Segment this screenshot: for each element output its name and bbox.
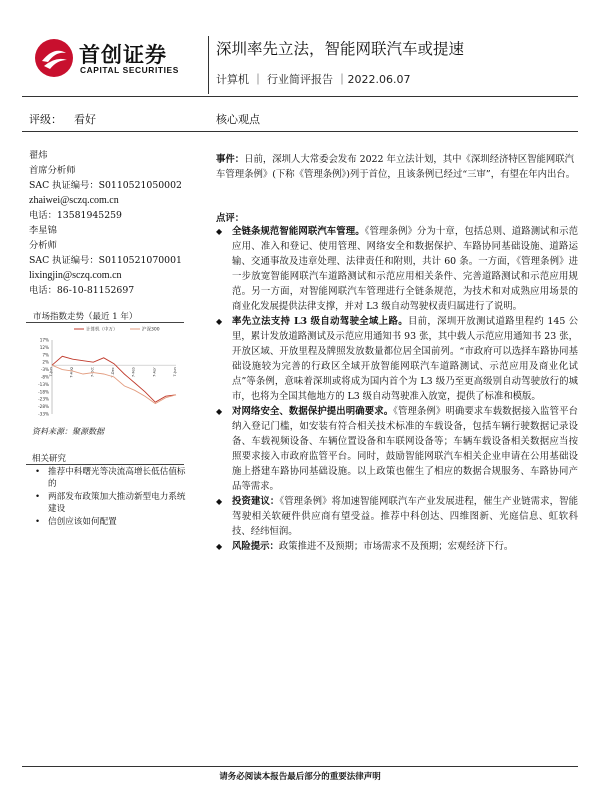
points-title: 点评： bbox=[216, 213, 245, 224]
point-item bbox=[216, 539, 578, 554]
point-lead: 对网络安全、数据保护提出明确要求。 bbox=[232, 406, 394, 417]
analyst-card bbox=[29, 148, 182, 223]
x-tick-label: 7-Dec bbox=[111, 367, 115, 378]
section-rule bbox=[22, 131, 578, 132]
footer-disclaimer: 请务必阅读本报告最后部分的重要法律声明 bbox=[219, 772, 381, 782]
brand-logo bbox=[34, 38, 204, 78]
analyst-role: 首席分析师 bbox=[29, 165, 76, 176]
y-tick-label: -33% bbox=[38, 411, 49, 417]
series-line bbox=[52, 356, 176, 402]
related-research-item[interactable]: • 信创应该如何配置 bbox=[34, 516, 194, 528]
chart-title: 市场指数走势（最近 1 年） bbox=[33, 312, 138, 322]
y-tick-label: 12% bbox=[39, 344, 49, 350]
y-tick-label: -8% bbox=[40, 374, 49, 380]
point-item bbox=[216, 314, 578, 404]
x-tick-label: 7-Apr bbox=[152, 367, 157, 377]
related-research-list bbox=[34, 466, 194, 529]
analyst-name: 翟炜 bbox=[29, 150, 48, 161]
legend-label: 沪深300 bbox=[142, 327, 160, 333]
analyst-sac: SAC 执证编号：S0110521070001 bbox=[29, 255, 182, 266]
y-tick-label: 17% bbox=[39, 337, 49, 343]
analyst-phone: 电话：13581945259 bbox=[29, 210, 122, 221]
x-tick-label: 7-Jun bbox=[49, 367, 53, 377]
related-research-title: 相关研究 bbox=[32, 454, 67, 464]
footer-rule bbox=[22, 766, 578, 767]
chart-source: 资料来源：聚源数据 bbox=[32, 427, 104, 436]
point-text: 《管理条例》将加速智能网联汽车产业发展进程，催生产业链需求，智能驾驶相关软硬件供应商有望受益。推荐中科创达、四维图新、光庭信息、虹软科技、经纬恒润。 bbox=[232, 496, 578, 537]
header-divider bbox=[208, 36, 209, 94]
y-tick-label: 7% bbox=[42, 352, 49, 358]
analyst-name: 李星锦 bbox=[29, 225, 57, 236]
y-tick-label: -28% bbox=[38, 404, 49, 410]
y-tick-label: -13% bbox=[38, 381, 49, 387]
event-text: 日前，深圳人大常委会发布 2022 年立法计划，其中《深圳经济特区智能网联汽车管理条例》(下称《管理条例》)列于首位，且该条例已经过“三审”，有望在年内出台。 bbox=[216, 154, 576, 180]
point-text: 政策推进不及预期；市场需求不及预期；宏观经济下行。 bbox=[278, 541, 514, 552]
x-tick-label: 7-Aug bbox=[69, 367, 74, 378]
point-lead: 全链条规范智能网联汽车管理。 bbox=[232, 226, 365, 237]
analyst-phone: 电话：86-10-81152697 bbox=[29, 285, 135, 296]
point-lead: 风险提示： bbox=[232, 541, 279, 552]
related-research-rule bbox=[26, 464, 184, 465]
analyst-sac: SAC 执证编号：S0110521050002 bbox=[29, 180, 182, 191]
point-text: 《管理条例》明确要求车载数据接入监管平台纳入登记门槛，如安装有符合相关技术标准的车载设备，包括车辆行驶数据记录设备、车载视频设备、车辆位置设备和车联网设备等；车辆车载设备相关数据应当按照要求接入市政府监管平台。同时，鼓励智能网联汽车相关企业申请在公用基础设施上搭建车路协同基础设施。以上政策也催生了相应的数据合规服务、车路协同产品等需求。 bbox=[232, 406, 578, 492]
rating bbox=[29, 111, 96, 127]
analyst-email[interactable]: lixingjin@sczq.com.cn bbox=[29, 270, 122, 281]
y-tick-label: 2% bbox=[42, 359, 49, 365]
brand-name-cn: 首创证券 bbox=[79, 43, 167, 67]
report-title: 深圳率先立法，智能网联汽车或提速 bbox=[216, 40, 465, 58]
analyst-email[interactable]: zhaiwei@sczq.com.cn bbox=[29, 195, 119, 206]
rating-label: 评级： bbox=[29, 113, 62, 126]
analyst-card bbox=[29, 223, 182, 298]
related-research-item[interactable]: • 两部发布政策加大推动新型电力系统建设 bbox=[34, 491, 194, 515]
core-view-title: 核心观点 bbox=[216, 113, 260, 126]
market-index-chart bbox=[26, 322, 186, 422]
x-tick-label: 7-Oct bbox=[90, 367, 95, 378]
x-tick-label: 7-Jun bbox=[173, 367, 177, 377]
point-item bbox=[216, 404, 578, 494]
point-lead: 率先立法支持 L3 级自动驾驶全域上路。 bbox=[232, 316, 408, 327]
point-text: 目前，深圳开放测试道路里程约 145 公里，累计发放道路测试及示范应用通知书 93 张，其中载人示范应用通知书 23 张，开放区域、开放里程及牌照发放数量都位居全国前列。“市政府可以选择车路协同基础设施较为完善的行政区全域开放智能网联汽车道路测试、示范应用及商业化试点”等条例，意味着深圳或将成为国内首个为 L3 级乃至更高级别自动驾驶放行的城市，也将为全国其他地方的 L3 级自动驾驶准入放宽，提供了标准和模版。 bbox=[232, 316, 578, 402]
report-subtitle: 计算机 ｜ 行业简评报告 ｜2022.06.07 bbox=[216, 73, 411, 86]
points-list bbox=[216, 224, 578, 554]
y-tick-label: -3% bbox=[40, 367, 49, 373]
header-rule bbox=[22, 96, 578, 97]
point-item bbox=[216, 224, 578, 314]
rating-value: 看好 bbox=[74, 113, 96, 126]
y-tick-label: -23% bbox=[38, 396, 49, 402]
legend-label: 计算机（中万） bbox=[86, 327, 118, 333]
point-text: 《管理条例》分为十章，包括总则、道路测试和示范应用、准入和登记、使用管理、网络安全和数据保护、车路协同基础设施、道路运输、交通事故及违章处理、法律责任和附则，共计 60 条。一方面，《管理条例》进一步放宽智能网联汽车道路测试和示范应用相关条件、完善道路测试和示范应用规范。另一方面，对智能网联汽车管理进行全链条规范，为技术和对成熟应用场景的商业化发展提供法律支撑，并对 L3 级自动驾驶权责归属进行了说明。 bbox=[232, 226, 578, 312]
x-tick-label: 7-Feb bbox=[131, 367, 136, 378]
point-lead: 投资建议： bbox=[232, 496, 280, 507]
analyst-role: 分析师 bbox=[29, 240, 57, 251]
related-research-item[interactable]: • 推荐中科曙光等决流高增长低估值标的 bbox=[34, 466, 194, 490]
brand-name-en: CAPITAL SECURITIES bbox=[80, 65, 179, 75]
event-paragraph bbox=[216, 152, 578, 182]
point-item bbox=[216, 494, 578, 539]
brand-emblem-icon bbox=[34, 38, 74, 78]
y-tick-label: -18% bbox=[38, 389, 49, 395]
event-label: 事件： bbox=[216, 154, 245, 165]
